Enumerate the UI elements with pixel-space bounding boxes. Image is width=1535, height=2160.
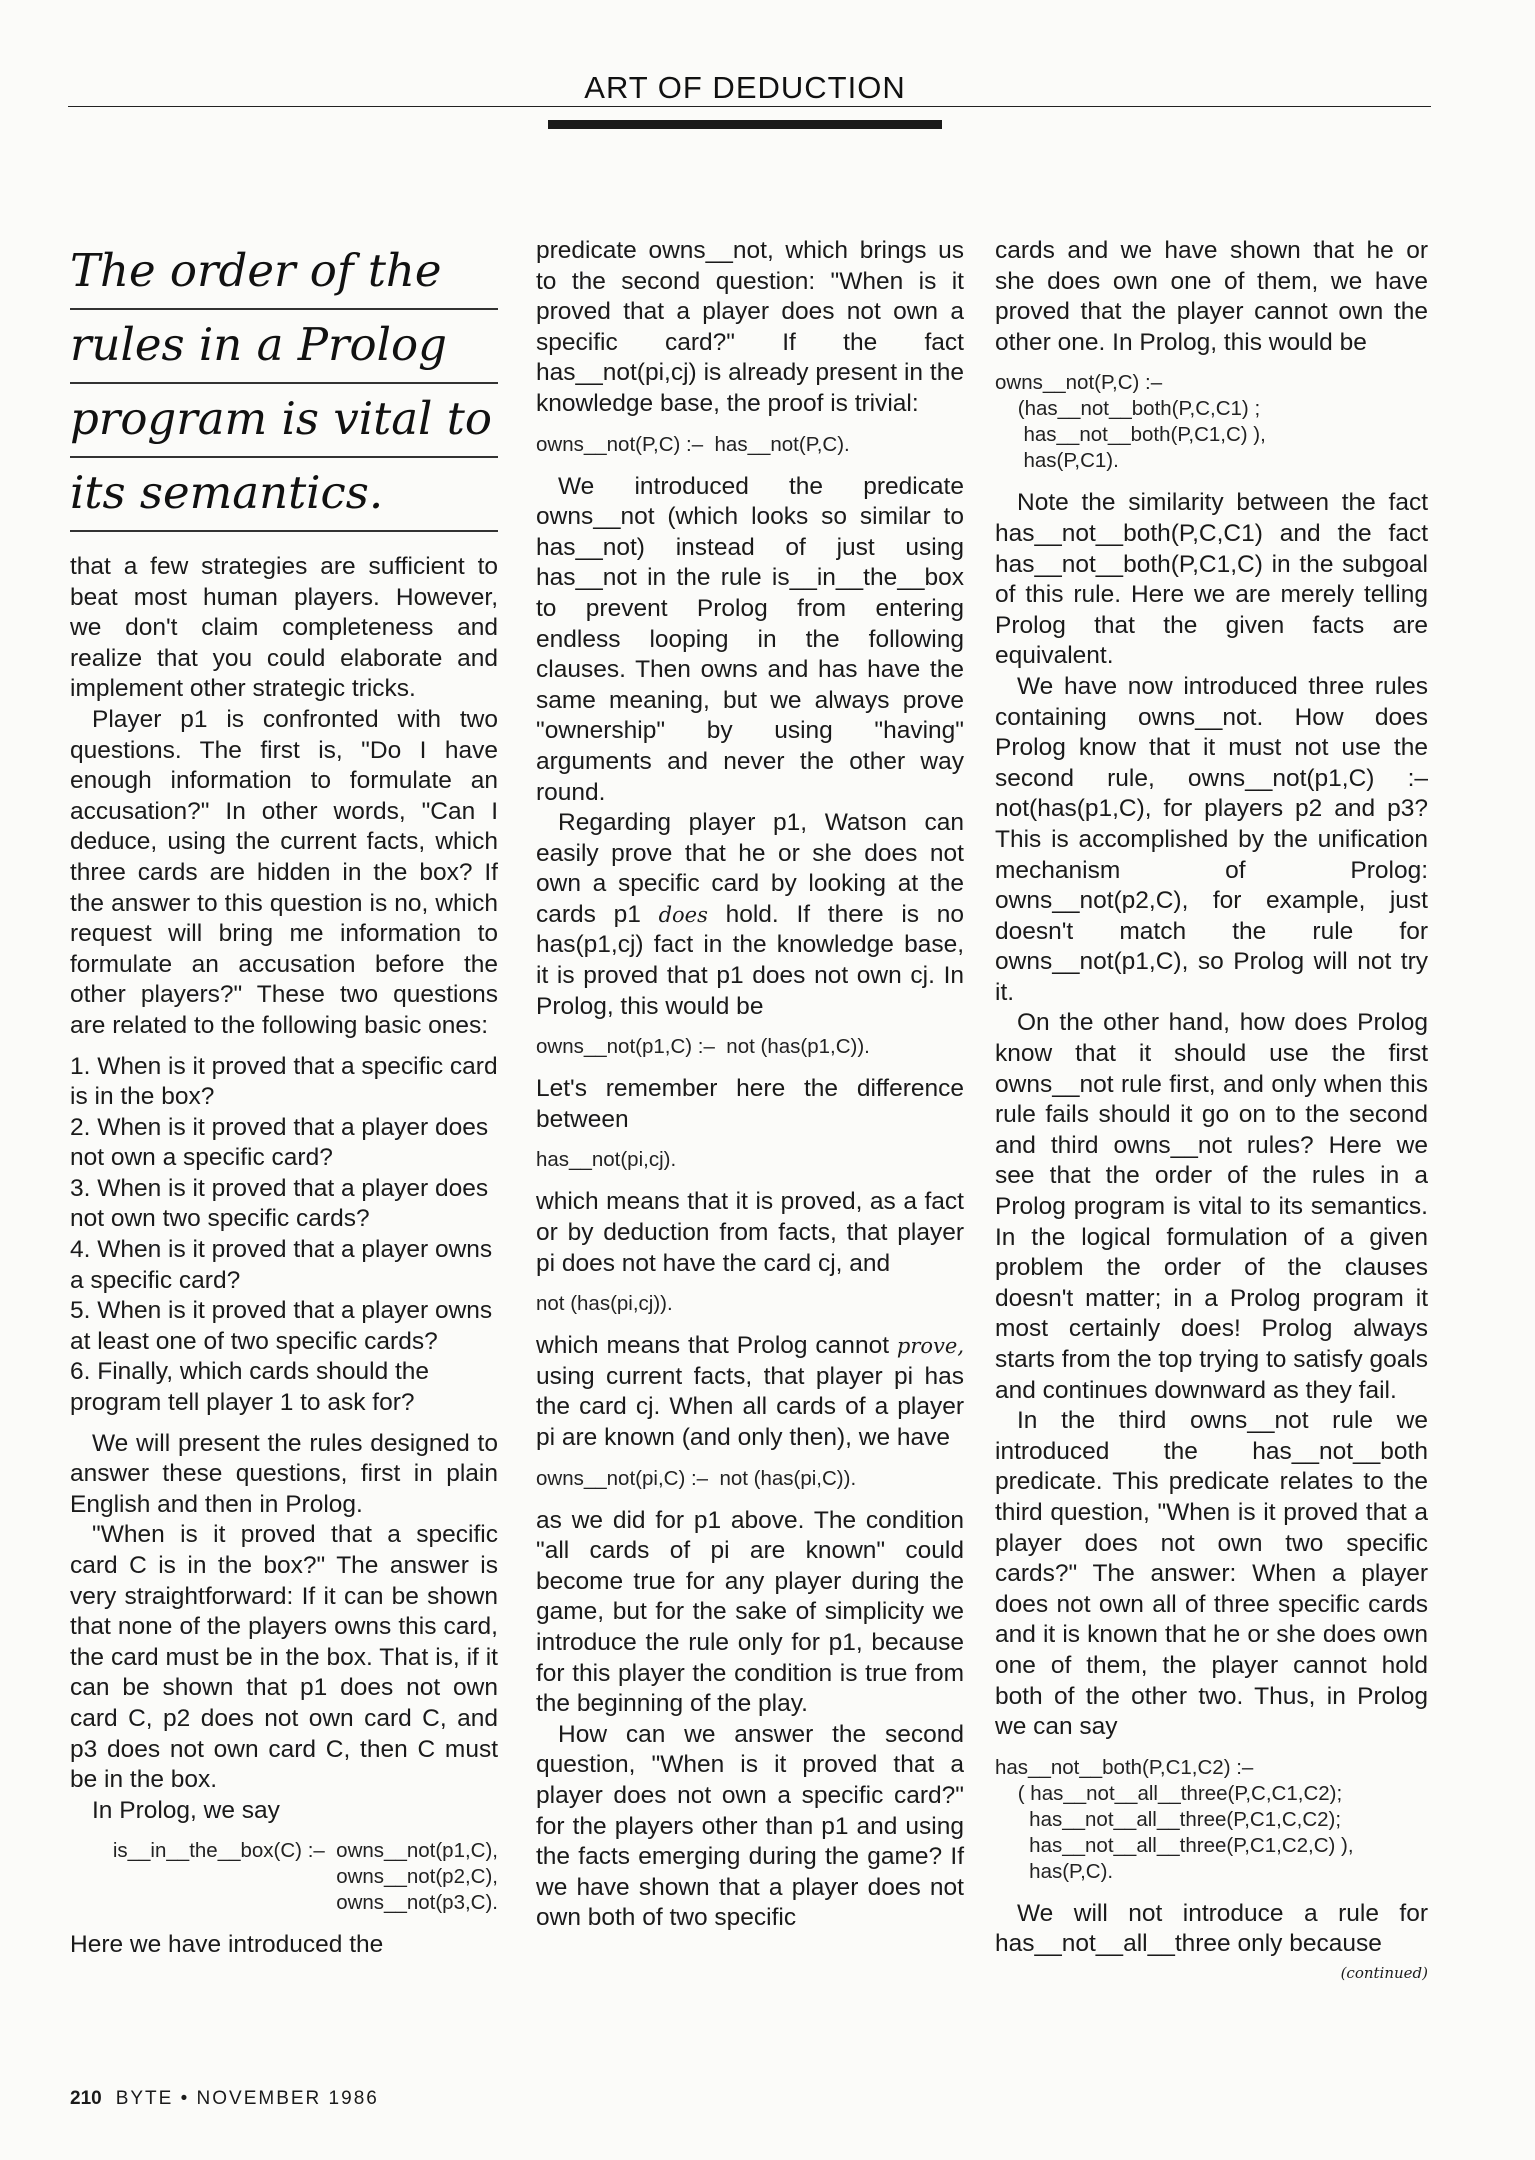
paragraph: Note the similarity between the fact has__not__both(P,C,C1) and the fact has__not__both(P,C1,C) in the subgoal of this rule. Here we are merely telling Prolog that the given facts are equivalent. [995, 489, 1428, 670]
list-item: 2. When is it proved that a player does not own a specific card? [70, 1113, 489, 1172]
footer-text: BYTE • NOVEMBER 1986 [115, 2088, 379, 2109]
code-block: owns__not(pi,C) :– not (has(pi,C)). [536, 1466, 857, 1490]
paragraph: We will not introduce a rule for has__not__all__three only because [995, 1899, 1428, 1958]
list-item: 4. When is it proved that a player owns a specific card? [70, 1236, 493, 1294]
list-item: 1. When is it proved that a specific card is in the box? [70, 1052, 498, 1111]
header-bar [548, 120, 942, 129]
pull-quote-line: rules in a Prolog [70, 310, 498, 384]
paragraph: predicate owns__not, which brings us to the second question: "When is it proved that a player does not own a specific card?" If the fact has__not(pi,cj) is already present in the knowledge base, the proof is trivial: [536, 237, 964, 417]
paragraph: Regarding player p1, Watson can easily prove that he or she does not own a specific card by looking at the cards p1 does hold. If there is no has(p1,cj) fact in the knowledge base, it is proved that p1 does not own cj. In Prolog, this would be [536, 809, 964, 1020]
list-item: 6. Finally, which cards should the program tell player 1 to ask for? [70, 1358, 430, 1417]
paragraph: as we did for p1 above. The condition "all cards of pi are known" could become true for any player during the game, but for the sake of simplicity we introduce the rule only for p1, because for this player the condition is true from the beginning of the play. [536, 1506, 964, 1718]
paragraph: On the other hand, how does Prolog know that it should use the first owns__not rule first, and only when this rule fails should it go on to the second and third owns__not rules? Here we see that the order of the rules in a Prolog program is vital to its semantics. In the logical formulation of a given problem the order of the clauses doesn't matter; in a Prolog program it most certainly does! Prolog always starts from the top trying to satisfy goals and continues downward as they fail. [995, 1009, 1429, 1404]
code-block: is__in__the__box(C) :– owns__not(p1,C), owns__not(p2,C), owns__not(p3,C). [112, 1839, 498, 1915]
list-item: 5. When is it proved that a player owns at least one of two specific cards? [70, 1297, 493, 1355]
paragraph: Here we have introduced the [70, 1931, 384, 1959]
paragraph: We will present the rules designed to answer these questions, first in plain English and then in Prolog. [70, 1429, 498, 1518]
page-number: 210 [70, 2088, 102, 2109]
code-block: has__not(pi,cj). [536, 1148, 677, 1172]
pull-quote-line: program is vital to [70, 384, 498, 458]
list-item: 3. When is it proved that a player does not own two specific cards? [70, 1174, 489, 1233]
code-block: owns__not(p1,C) :– not (has(p1,C)). [536, 1035, 870, 1059]
paragraph: How can we answer the second question, "When is it proved that a player does not own a specific card?" for the players other than p1 and using the facts emerging during the game? If we have shown that a player does not own both of two specific [536, 1720, 964, 1932]
column-1 [70, 236, 498, 1961]
running-head: ART OF DEDUCTION [584, 70, 906, 105]
column-2 [536, 236, 964, 1934]
code-block: has__not__both(P,C1,C2) :– ( has__not__all__three(P,C,C1,C2); has__not__all__three(P,C1,C,C2); has__not__all__three(P,C1,C2,C) ), has(P,C). [995, 1755, 1354, 1883]
paragraph: Player p1 is confronted with two questions. The first is, "Do I have enough information to formulate an accusation?" In other words, "Can I deduce, using the current facts, which three cards are hidden in the box? If the answer to this question is no, which request will bring me information to formulate an accusation before the other players?" These two questions are related to the following basic ones: [70, 705, 498, 1039]
continued-note: (continued) [1340, 1963, 1428, 1982]
paragraph: that a few strategies are sufficient to beat most human players. However, we don't claim completeness and realize that you could elaborate and implement other strategic tricks. [70, 553, 498, 703]
paragraph: cards and we have shown that he or she does own one of them, we have proved that the player cannot own the other one. In Prolog, this would be [995, 237, 1428, 356]
paragraph: which means that Prolog cannot prove, using current facts, that player pi has the card cj. When all cards of a player pi are known (and only then), we have [536, 1332, 964, 1451]
pull-quote-line: its semantics. [70, 458, 498, 532]
column-3 [995, 236, 1428, 1989]
paragraph: which means that it is proved, as a fact or by deduction from facts, that player pi does not have the card cj, and [536, 1188, 964, 1277]
paragraph: "When is it proved that a specific card C is in the box?" The answer is very straightforward: If it can be shown that none of the players owns this card, the card must be in the box. That is, if it can be shown that p1 does not own card C, p2 does not own card C, and p3 does not own card C, then C must be in the box. [70, 1521, 498, 1794]
page-footer [70, 2088, 379, 2110]
paragraph: In the third owns__not rule we introduced the has__not__both predicate. This predicate relates to the third question, "When is it proved that a player does not own two specific cards?" The answer: When a player does not own all of three specific cards and it is known that he or she does own one of them, the player cannot hold both of the other two. Thus, in Prolog we can say [995, 1407, 1428, 1741]
paragraph: We have now introduced three rules containing owns__not. How does Prolog know that it must not use the second rule, owns__not(p1,C) :– not(has(p1,C), for players p2 and p3? This is accomplished by the unification mechanism of Prolog: owns__not(p2,C), for example, just doesn't match the rule for owns__not(p1,C), so Prolog will not try it. [995, 672, 1428, 1006]
header-rule [68, 106, 1431, 107]
paragraph: Let's remember here the difference between [536, 1075, 964, 1133]
paragraph: In Prolog, we say [92, 1796, 280, 1824]
paragraph: We introduced the predicate owns__not (which looks so similar to has__not) instead of just using has__not in the rule is__in__the__box to prevent Prolog from entering endless looping in the following clauses. Then owns and has have the same meaning, but we always prove "ownership" by using "having" arguments and never the other way round. [536, 472, 964, 806]
code-block: not (has(pi,cj)). [536, 1292, 673, 1316]
pull-quote [70, 236, 498, 532]
code-block: owns__not(P,C) :– has__not(P,C). [536, 432, 850, 456]
question-list [70, 1052, 498, 1419]
code-block: owns__not(P,C) :– (has__not__both(P,C,C1) ; has__not__both(P,C1,C) ), has(P,C1). [995, 371, 1266, 473]
pull-quote-line: The order of the [70, 236, 498, 310]
